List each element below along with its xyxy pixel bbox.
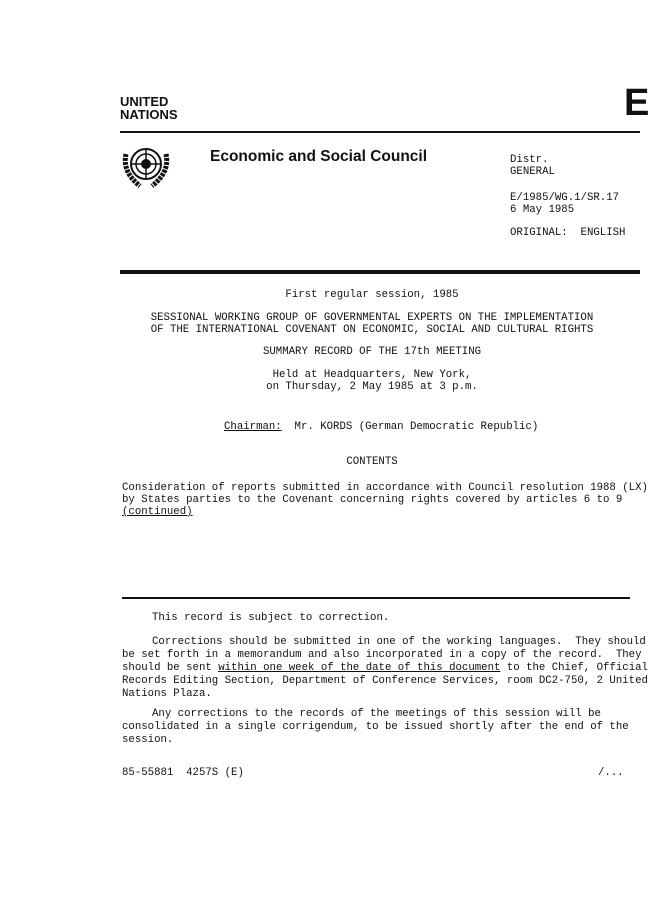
record-title: SUMMARY RECORD OF THE 17th MEETING (262, 346, 482, 358)
deadline-text: within one week of the date of this document (218, 662, 501, 674)
contents-line-1: Consideration of reports submitted in accordance with Council resolution 1988 (LX) (122, 482, 648, 494)
contents-line-3 (122, 506, 193, 519)
session-line: First regular session, 1985 (285, 289, 459, 301)
original-language: ORIGINAL: ENGLISH (510, 227, 626, 239)
notice-p2-line-3 (122, 662, 648, 675)
notice-p1: This record is subject to correction. (152, 612, 390, 624)
notice-p2-line-1: Corrections should be submitted in one of the working languages. They should (152, 636, 646, 648)
org-line-1: UNITED (120, 94, 169, 109)
group-line-1: SESSIONAL WORKING GROUP OF GOVERNMENTAL EXPERTS ON THE IMPLEMENTATION (150, 312, 594, 324)
notice-p2-line-2: be set forth in a memorandum and also incorporated in a copy of the record. They (122, 649, 642, 661)
notice-p2-line-5: Nations Plaza. (122, 688, 212, 700)
notice-text: should be sent (122, 662, 219, 674)
document-date: 6 May 1985 (510, 204, 575, 216)
distr-label: Distr. (510, 154, 549, 166)
series-letter: E (624, 82, 649, 124)
continued-marker: /... (598, 767, 624, 779)
notice-p3-line-1: Any corrections to the records of the meetings of this session will be (152, 708, 601, 720)
contents-heading: CONTENTS (346, 456, 398, 468)
notice-rule (122, 597, 630, 599)
org-line-2: NATIONS (120, 107, 178, 122)
held-line-2: on Thursday, 2 May 1985 at 3 p.m. (266, 381, 478, 393)
document-number: 85-55881 4257S (E) (122, 767, 244, 779)
notice-p3-line-3: session. (122, 734, 174, 746)
org-name (120, 95, 178, 121)
distr-value: GENERAL (510, 166, 555, 178)
contents-line-2: by States parties to the Covenant concerning rights covered by articles 6 to 9 (122, 494, 623, 506)
held-line-1: Held at Headquarters, New York, (272, 369, 472, 381)
notice-p3-line-2: consolidated in a single corrigendum, to be issued shortly after the end of the (122, 721, 629, 733)
document-symbol: E/1985/WG.1/SR.17 (510, 192, 620, 204)
header-rule (120, 131, 640, 133)
group-line-2: OF THE INTERNATIONAL COVENANT ON ECONOMIC, SOCIAL AND CULTURAL RIGHTS (150, 324, 594, 336)
council-name: Economic and Social Council (210, 148, 428, 165)
un-emblem-icon (120, 140, 172, 192)
notice-text: to the Chief, Official (500, 662, 648, 674)
title-rule (120, 270, 640, 274)
chairman-label: Chairman: (224, 421, 282, 433)
chairman-line (224, 421, 538, 434)
chairman-value: Mr. KORDS (German Democratic Republic) (281, 421, 539, 433)
notice-p2-line-4: Records Editing Section, Department of Conference Services, room DC2-750, 2 United (122, 675, 648, 687)
continued-label: (continued) (122, 506, 193, 518)
